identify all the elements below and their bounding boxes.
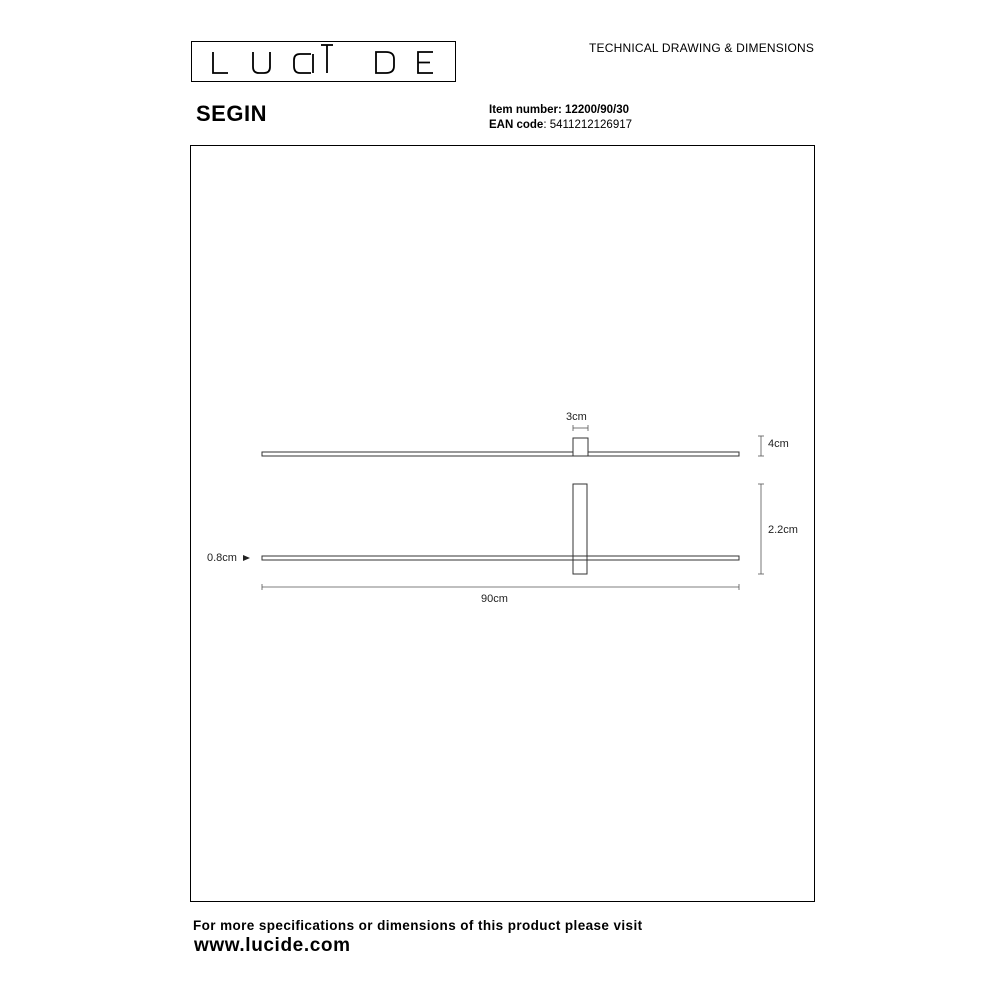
top-view-mount: [573, 438, 588, 456]
width-dimension-label: 3cm: [566, 411, 587, 423]
item-number-label: Item number:: [489, 104, 562, 116]
length-dimension-label: 90cm: [481, 593, 508, 605]
front-view-bar: [262, 556, 739, 560]
height-dimension-label: 4cm: [768, 438, 789, 450]
thickness-arrow-icon: [243, 555, 250, 561]
footer-note: For more specifications or dimensions of this product please visit: [193, 918, 643, 933]
depth-dimension-label: 2.2cm: [768, 524, 798, 536]
thickness-dimension-label: 0.8cm: [207, 552, 237, 564]
ean-code-value: : 5411212126917: [543, 119, 633, 131]
document-type-label: TECHNICAL DRAWING & DIMENSIONS: [589, 41, 815, 55]
ean-code-label: EAN code: [489, 119, 544, 131]
footer-website-link[interactable]: www.lucide.com: [194, 935, 351, 956]
item-number-value: 12200/90/30: [565, 104, 629, 116]
top-view-bar: [262, 452, 739, 456]
product-name: SEGIN: [196, 101, 267, 126]
